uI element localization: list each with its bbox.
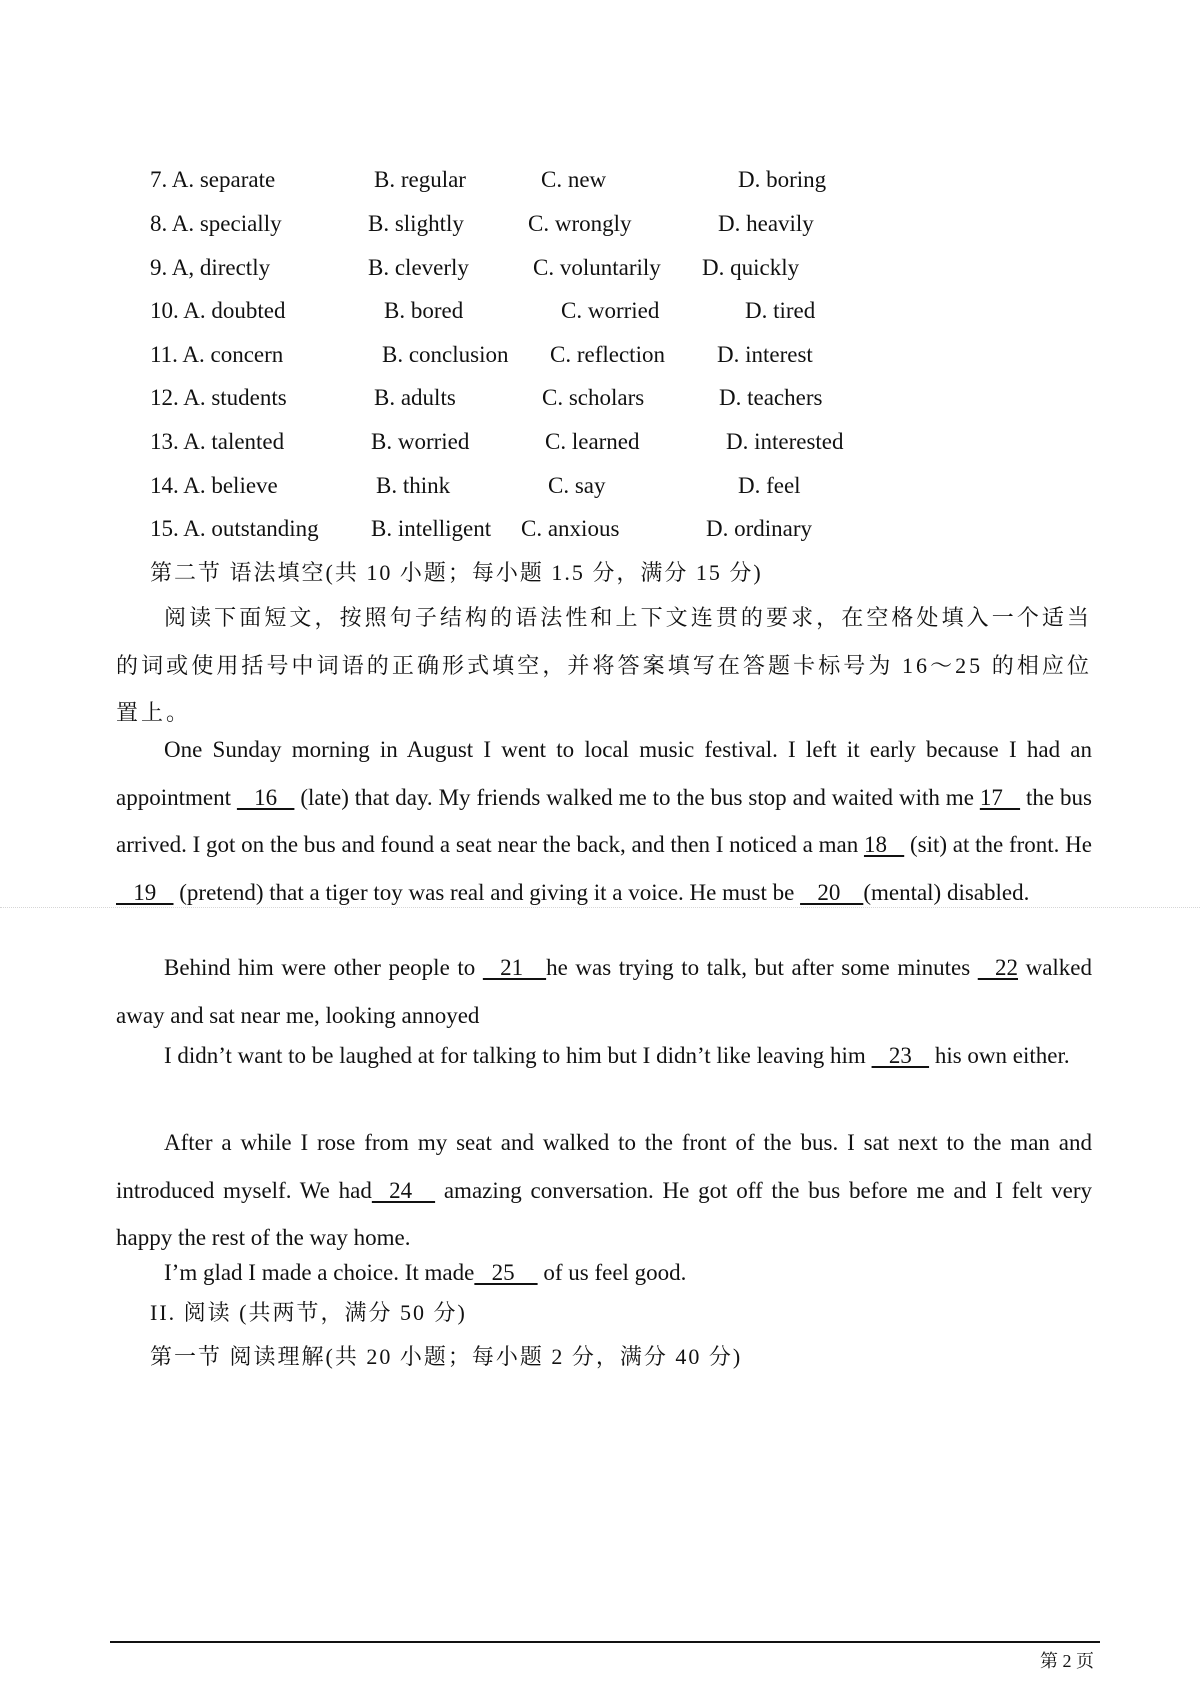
option-a: 12. A. students	[150, 385, 287, 410]
option-c: C. learned	[545, 429, 640, 454]
option-b: B. conclusion	[382, 342, 509, 367]
passage-paragraph-1	[116, 726, 1092, 916]
blank-16: 16	[236, 784, 295, 810]
option-a: 15. A. outstanding	[150, 516, 319, 541]
option-d: D. quickly	[702, 255, 800, 280]
option-b: B. adults	[374, 385, 456, 410]
option-c: C. wrongly	[528, 211, 632, 236]
passage-text: (sit) at the front. He	[904, 832, 1092, 857]
passage-paragraph-2	[116, 944, 1092, 1039]
option-b: B. cleverly	[368, 255, 469, 280]
option-a: 14. A. believe	[150, 473, 278, 498]
passage-text: he was trying to talk, but after some minutes	[546, 955, 978, 980]
option-d: D. boring	[738, 167, 827, 192]
option-b: B. worried	[371, 429, 470, 454]
option-d: D. ordinary	[706, 516, 813, 541]
passage-text: walked away and sat near me, looking annoyed	[116, 955, 1092, 1028]
blank-22: 22	[977, 955, 1018, 980]
passage-text: I’m glad I made a choice. It made	[164, 1260, 475, 1285]
option-a: 13. A. talented	[150, 429, 285, 454]
passage-text: I didn’t want to be laughed at for talking to him but I didn’t like leaving him	[164, 1043, 872, 1068]
passage-text: One Sunday morning in August I went to local music festival. I left it early because I had an appointment	[116, 737, 1092, 810]
passage-text: amazing conversation. He got off the bus before me and I felt very happy the rest of the way home.	[116, 1177, 1092, 1250]
section2-instructions: 阅读下面短文，按照句子结构的语法性和上下文连贯的要求，在空格处填入一个适当的词或使用括号中词语的正确形式填空，并将答案填写在答题卡标号为 16～25 的相应位置上。	[116, 605, 1092, 725]
passage-paragraph-4	[116, 1119, 1092, 1262]
option-a: 10. A. doubted	[150, 298, 286, 323]
option-a: 9. A, directly	[150, 255, 271, 280]
option-c: C. anxious	[521, 516, 620, 541]
passage-text: (pretend) that a tiger toy was real and giving it a voice. He must be	[173, 879, 801, 905]
passage-text: of us feel good.	[537, 1260, 687, 1285]
footer-rule	[110, 1641, 1100, 1643]
passage-text: After a while I rose from my seat and walked to the front of the bus. I sat next to the man and introduced myself. We had	[116, 1130, 1092, 1203]
option-d: D. feel	[738, 473, 801, 498]
option-c: C. reflection	[550, 342, 665, 367]
option-d: D. tired	[745, 298, 816, 323]
option-c: C. worried	[561, 298, 660, 323]
passage-text: (mental) disabled.	[863, 879, 1030, 905]
blank-25: 25	[474, 1260, 538, 1285]
part2-heading: II. 阅读 (共两节，满分 50 分)	[150, 1300, 467, 1325]
page-number: 第 2 页	[1040, 1651, 1094, 1671]
option-b: B. intelligent	[371, 516, 492, 541]
option-a: 8. A. specially	[150, 211, 282, 236]
option-c: C. new	[541, 167, 607, 192]
passage-text: Behind him were other people to	[164, 955, 483, 980]
option-d: D. teachers	[719, 385, 823, 410]
option-b: B. regular	[374, 167, 466, 192]
section2-heading: 第二节 语法填空(共 10 小题；每小题 1.5 分，满分 15 分)	[150, 560, 763, 585]
passage-text: the bus arrived. I got on the bus and found a seat near the back, and then I noticed a man	[116, 784, 1092, 857]
blank-18: 18	[863, 832, 905, 857]
passage-paragraph-5	[116, 1249, 1092, 1297]
option-c: C. voluntarily	[533, 255, 661, 280]
blank-24: 24	[371, 1177, 436, 1203]
option-a: 11. A. concern	[150, 342, 284, 367]
passage-text: his own either.	[929, 1043, 1070, 1068]
option-b: B. slightly	[368, 211, 464, 236]
option-d: D. heavily	[718, 211, 814, 236]
passage-paragraph-3	[116, 1032, 1092, 1080]
blank-20: 20	[800, 879, 864, 905]
blank-21: 21	[482, 955, 547, 980]
option-b: B. think	[376, 473, 451, 498]
part2-section1-heading: 第一节 阅读理解(共 20 小题；每小题 2 分，满分 40 分)	[150, 1344, 743, 1369]
option-a: 7. A. separate	[150, 167, 276, 192]
blank-17: 17	[979, 784, 1021, 810]
option-b: B. bored	[384, 298, 464, 323]
option-c: C. say	[548, 473, 606, 498]
option-d: D. interest	[717, 342, 813, 367]
passage-text: (late) that day. My friends walked me to the bus stop and waited with me	[294, 784, 980, 810]
blank-23: 23	[871, 1043, 930, 1068]
blank-19: 19	[116, 879, 174, 905]
option-c: C. scholars	[542, 385, 645, 410]
option-d: D. interested	[726, 429, 844, 454]
